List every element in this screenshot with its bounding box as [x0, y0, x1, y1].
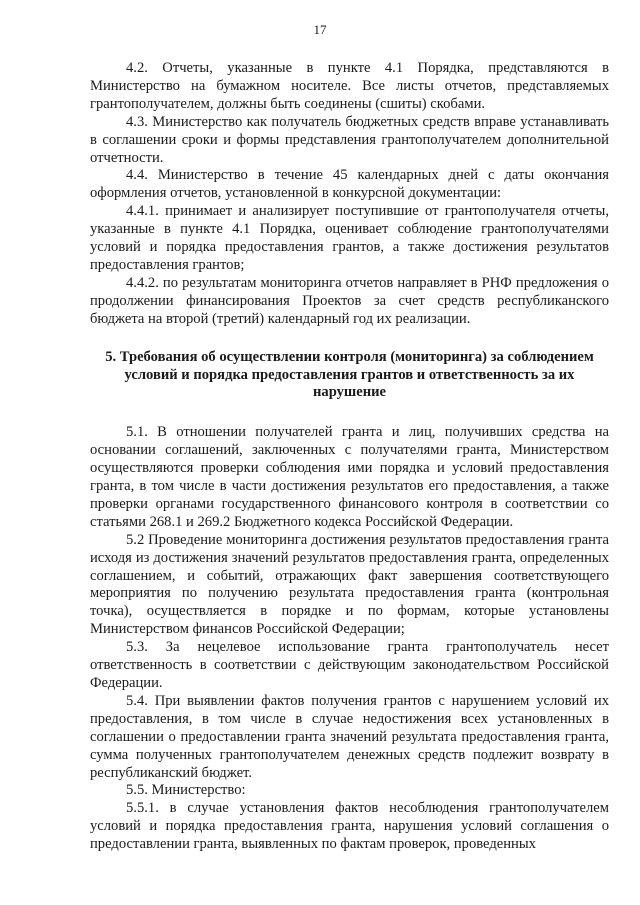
paragraph-5-5-1: 5.5.1. в случае установления фактов несоблюдения грантополучателем условий и порядка предоставления гранта, нарушения условий соглашения о предоставлении гранта, выявленных по фактам проверок, проведенных [90, 800, 609, 853]
paragraph-5-3: 5.3. За нецелевое использование гранта грантополучатель несет ответственность в соответствии с действующим законодательством Российской Федерации. [90, 639, 609, 691]
paragraph-4-4-2: 4.4.2. по результатам мониторинга отчетов направляет в РНФ предложения о продолжении финансирования Проектов за счет средств республиканского бюджета на второй (третий) календарный год их реализации. [90, 274, 609, 327]
paragraph-5-5: 5.5. Министерство: [126, 782, 246, 799]
paragraph-4-4-1: 4.4.1. принимает и анализирует поступившие от грантополучателя отчеты, указанные в пункте 4.1 Порядка, оценивает соблюдение грантополучателями условий и порядка предоставления грантов, а также достижения результатов предоставления грантов; [90, 203, 609, 273]
section-heading: 5. Требования об осуществлении контроля (мониторинга) за соблюдением условий и порядка предоставления грантов и ответственность за их нарушение [105, 348, 594, 401]
paragraph-4-4: 4.4. Министерство в течение 45 календарных дней с даты окончания оформления отчетов, установленной в конкурсной документации: [90, 167, 609, 202]
document-body [90, 60, 609, 854]
page-number: 17 [313, 22, 327, 37]
paragraph-5-2: 5.2 Проведение мониторинга достижения результатов предоставления гранта исходя из достижения значений результатов предоставления гранта, определенных соглашением, и событий, отражающих факт завершения соответствующего мероприятия по получению результата предоставления гранта (контрольная точка), осуществляется в порядке и по формам, которые установлены Министерством финансов Российской Федерации; [90, 531, 609, 638]
paragraph-4-3: 4.3. Министерство как получатель бюджетных средств вправе устанавливать в соглашении сроки и формы представления грантополучателем дополнительной отчетности. [90, 113, 609, 166]
paragraph-4-2: 4.2. Отчеты, указанные в пункте 4.1 Порядка, представляются в Министерство на бумажном носителе. Все листы отчетов, представляемых грантополучателем, должны быть соединены (сшиты) скобами. [90, 60, 609, 112]
paragraph-5-4: 5.4. При выявлении фактов получения грантов с нарушением условий их предоставления, в том числе в случае недостижения всех установленных в соглашении о предоставлении гранта значений результата предоставления гранта, сумма полученных грантополучателем денежных средств подлежит возврату в республиканский бюджет. [90, 692, 609, 781]
paragraph-5-1: 5.1. В отношении получателей гранта и лиц, получивших средства на основании соглашений, заключенных с получателями гранта, Министерством осуществляются проверки соблюдения ими порядка и условий предоставления гранта, в том числе в части достижения результатов его предоставления, а также проверки органами государственного финансового контроля в соответствии со статьями 268.1 и 269.2 Бюджетного кодекса Российской Федерации. [90, 424, 609, 530]
